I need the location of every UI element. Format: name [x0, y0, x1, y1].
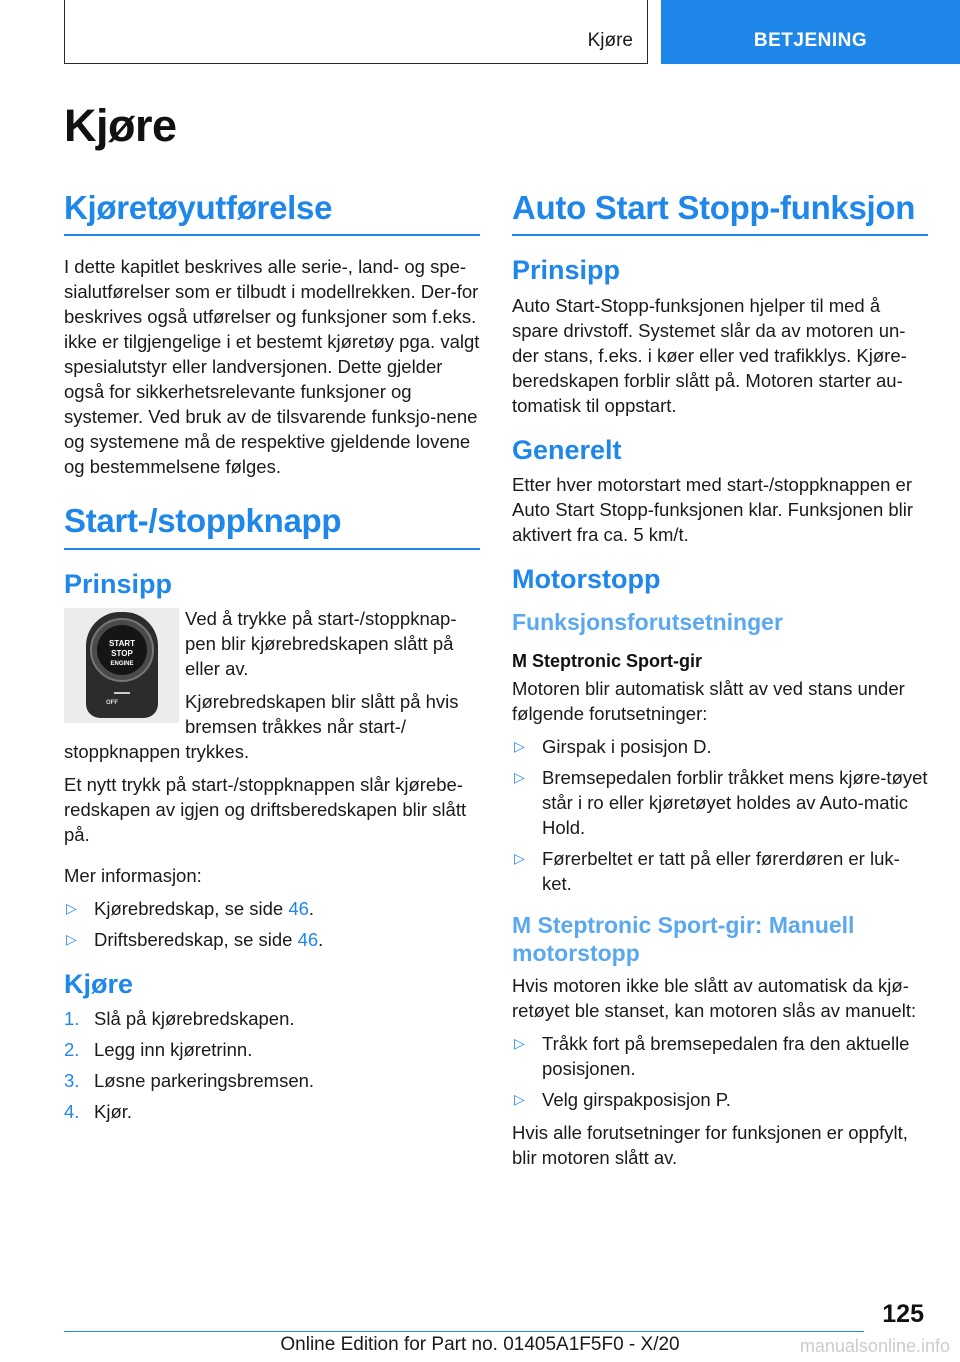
principle-text-3: Et nytt trykk på start-/stoppknappen slår kjørebe-redskapen av igjen og driftsberedskapen blir slått på. [64, 773, 467, 845]
list-item: 3. Løsne parkeringsbremsen. [64, 1070, 315, 1092]
conditions-list [512, 734, 928, 896]
triangle-bullet-icon: ▷ [514, 738, 525, 755]
page-number: 125 [882, 1300, 924, 1328]
left-column [64, 190, 480, 1132]
triangle-bullet-icon: ▷ [514, 1035, 525, 1052]
more-info-list [64, 896, 480, 952]
subsection-title-engine-stop: Motorstopp [512, 564, 661, 595]
list-item: 1. Slå på kjørebredskapen. [64, 1008, 295, 1030]
footer-divider [64, 1331, 864, 1332]
header-chapter-label: BETJENING [753, 30, 868, 51]
more-info-label: Mer informasjon: [64, 864, 202, 886]
list-item: ▷ Bremsepedalen forblir tråkket mens kjøre-tøyet står i ro eller kjøretøyet holdes av Auto-matic Hold. [514, 767, 928, 839]
subsection-title-principle: Prinsipp [64, 568, 173, 599]
page-link-46[interactable]: 46 [288, 897, 309, 919]
list-item: ▷ Velg girspakposisjon P. [514, 1089, 731, 1111]
subsection-title-general: Generelt [512, 434, 622, 465]
principle-text-2: Kjørebredskapen blir slått på hvis bremsen tråkkes når start-/ stoppknappen trykkes. [64, 690, 459, 762]
triangle-bullet-icon: ▷ [514, 1091, 525, 1108]
list-item: ▷ Kjørebredskap, se side 46. [66, 897, 315, 919]
page-title: Kjøre [64, 100, 177, 151]
section-title-vehicle-version: Kjøretøyutførelse [64, 190, 480, 236]
header-section-label: Kjøre [587, 30, 633, 51]
list-item: ▷ Girspak i posisjon D. [514, 736, 712, 758]
subsubsection-title-requirements: Funksjonsforutsetninger [512, 609, 783, 636]
principle-text-1: Ved å trykke på start-/stoppknap-pen blir kjørebredskapen slått på eller av. [185, 607, 457, 679]
footer-edition: Online Edition for Part no. 01405A1F5F0 - X/20 [280, 1334, 680, 1355]
list-item: 2. Legg inn kjøretrinn. [64, 1039, 253, 1061]
off-label: OFF [106, 699, 118, 706]
drive-steps-list [64, 1006, 480, 1124]
section-title-start-stop-button: Start-/stoppknapp [64, 503, 480, 549]
general-text: Etter hver motorstart med start-/stoppknappen er Auto Start Stopp-funksjonen klar. Funksjonen blir aktivert fra ca. 5 km/t. [512, 474, 914, 546]
start-stop-button-image [64, 608, 179, 723]
triangle-bullet-icon: ▷ [514, 769, 525, 786]
list-item: ▷ Tråkk fort på bremsepedalen fra den aktuelle posisjonen. [514, 1033, 910, 1080]
final-text: Hvis alle forutsetninger for funksjonen er oppfylt, blir motoren slått av. [512, 1122, 908, 1169]
manual-stop-list [512, 1031, 928, 1112]
manual-stop-text: Hvis motoren ikke ble slått av automatisk da kjø-retøyet ble stanset, kan motoren slås av manuelt: [512, 975, 917, 1022]
list-item: 4. Kjør. [64, 1101, 133, 1123]
triangle-bullet-icon: ▷ [66, 899, 77, 916]
header-section-box [64, 0, 648, 64]
section-title-auto-start-stop: Auto Start Stopp-funksjon [512, 190, 928, 236]
list-item: ▷ Førerbeltet er tatt på eller førerdøren er luk-ket. [514, 848, 900, 895]
start-stop-button-face: START STOP ENGINE [97, 625, 147, 675]
auto-start-stop-principle-text: Auto Start-Stopp-funksjonen hjelper til med å spare drivstoff. Systemet slår da av motoren un-der stans, f.eks. i køer eller ved trafikklys. Kjøre-beredskapen forblir slått på. Motoren starter au-tomatisk til oppstart. [512, 294, 907, 416]
triangle-bullet-icon: ▷ [514, 850, 525, 867]
steptronic-text: Motoren blir automatisk slått av ved stans under følgende forutsetninger: [512, 678, 905, 725]
subsubsection-title-manual-stop: M Steptronic Sport-gir: Manuell motorstopp [512, 912, 855, 966]
right-column [512, 190, 928, 1178]
subsection-title-drive: Kjøre [64, 968, 134, 999]
watermark-text: manualsonline.info [799, 1336, 950, 1356]
page-link-46[interactable]: 46 [297, 928, 319, 950]
header-chapter-tab[interactable] [661, 0, 960, 64]
list-item: ▷ Driftsberedskap, se side 46. [66, 928, 324, 950]
subsection-title-principle: Prinsipp [512, 255, 621, 286]
triangle-bullet-icon: ▷ [66, 930, 77, 947]
vehicle-version-text: I dette kapitlet beskrives alle serie-, land- og spe-sialutførelser som er tilbudt i modellrekken. Der-for beskrives også utførelser og funksjoner som f.eks. ikke er tilgjengelige i et bestemt kjøretøy pga. valgt spesialutstyr eller landversjonen. Dette gjelder også for sikkerhetsrelevante funksjoner og systemer. Ved bruk av de tilsvarende funksjo-nene og systemene må de respektive gjeldende lovene og bestemmelsene følges. [64, 256, 480, 478]
steptronic-heading: M Steptronic Sport-gir [512, 651, 702, 672]
